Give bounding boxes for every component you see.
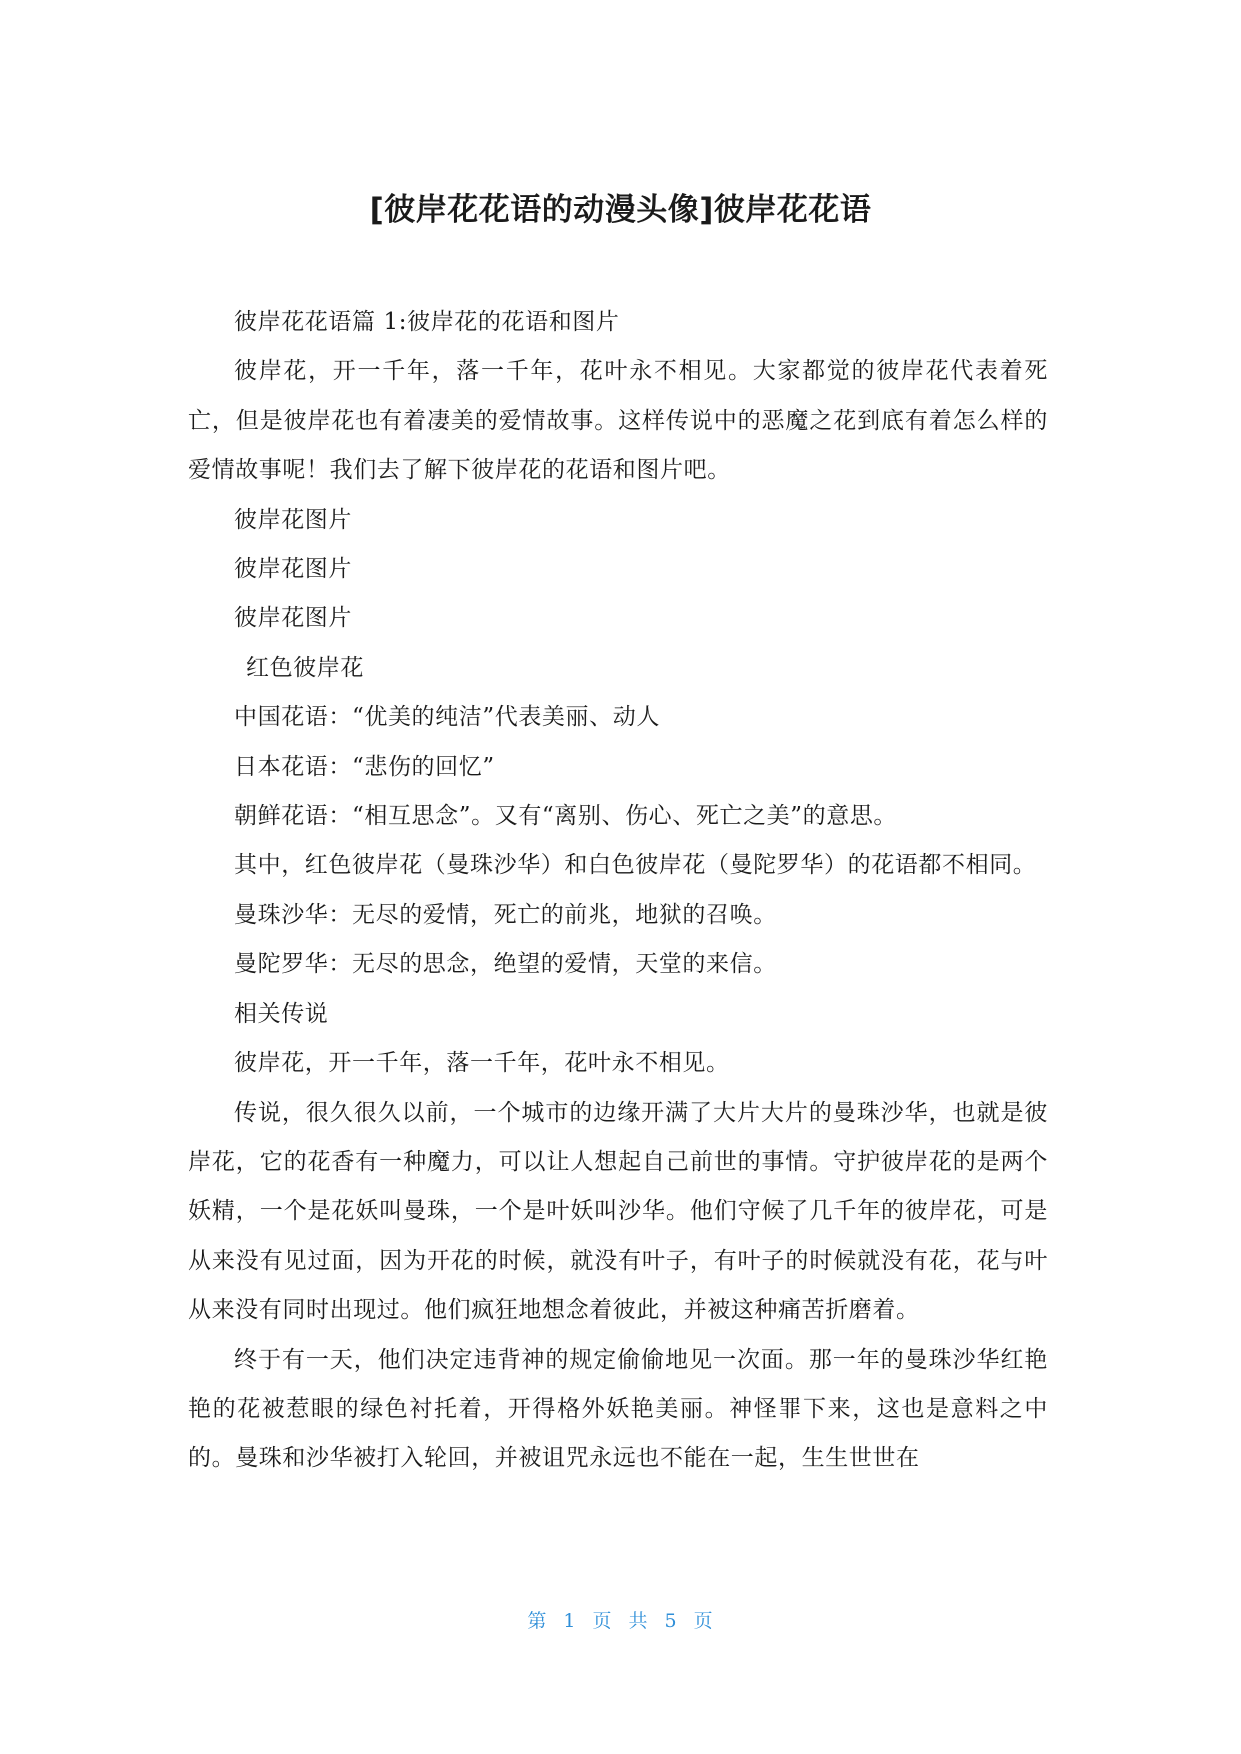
paragraph: 彼岸花图片 [234,506,352,533]
paragraph: 朝鲜花语：“相互思念”。又有“离别、伤心、死亡之美”的意思。 [234,803,898,830]
paragraph: 曼陀罗华：无尽的思念，绝望的爱情，天堂的来信。 [234,951,777,978]
paragraph: 中国花语：“优美的纯洁”代表美丽、动人 [234,704,660,731]
paragraph: 终于有一天，他们决定违背神的规定偷偷地见一次面。那一年的曼珠沙华红艳艳的花被惹眼的绿色衬托着，开得格外妖艳美丽。神怪罪下来，这也是意料之中的。曼珠和沙华被打入轮回，并被诅咒永远也不能在一起，生生世世在 [188,1346,1048,1472]
paragraph: 红色彼岸花 [246,654,364,681]
paragraph: 彼岸花图片 [234,605,352,632]
footer-page-word: 第 [527,1610,548,1632]
document-body [188,298,1048,1484]
footer-current-page: 1 [563,1610,577,1632]
paragraph: 彼岸花，开一千年，落一千年，花叶永不相见。大家都觉的彼岸花代表着死亡，但是彼岸花也有着凄美的爱情故事。这样传说中的恶魔之花到底有着怎么样的爱情故事呢！我们去了解下彼岸花的花语和图片吧。 [188,358,1048,484]
footer-total-unit: 页 [693,1610,714,1632]
footer-total-pages: 5 [664,1610,678,1632]
paragraph: 彼岸花花语篇 1:彼岸花的花语和图片 [234,309,620,335]
paragraph: 其中，红色彼岸花（曼珠沙华）和白色彼岸花（曼陀罗华）的花语都不相同。 [234,852,1037,879]
paragraph: 曼珠沙华：无尽的爱情，死亡的前兆，地狱的召唤。 [234,901,777,928]
document-title: [彼岸花花语的动漫头像]彼岸花花语 [369,192,872,228]
paragraph: 彼岸花，开一千年，落一千年，花叶永不相见。 [234,1050,730,1077]
footer-total-word: 共 [628,1610,649,1632]
paragraph: 彼岸花图片 [234,556,352,583]
page-footer [0,1608,1241,1634]
paragraph: 传说，很久很久以前，一个城市的边缘开满了大片大片的曼珠沙华，也就是彼岸花，它的花香有一种魔力，可以让人想起自己前世的事情。守护彼岸花的是两个妖精，一个是花妖叫曼珠，一个是叶妖叫沙华。他们守候了几千年的彼岸花，可是从来没有见过面，因为开花的时候，就没有叶子，有叶子的时候就没有花，花与叶从来没有同时出现过。他们疯狂地想念着彼此，并被这种痛苦折磨着。 [188,1099,1048,1324]
paragraph: 日本花语：“悲伤的回忆” [234,753,495,780]
paragraph: 相关传说 [234,1000,329,1027]
footer-page-unit: 页 [592,1610,613,1632]
